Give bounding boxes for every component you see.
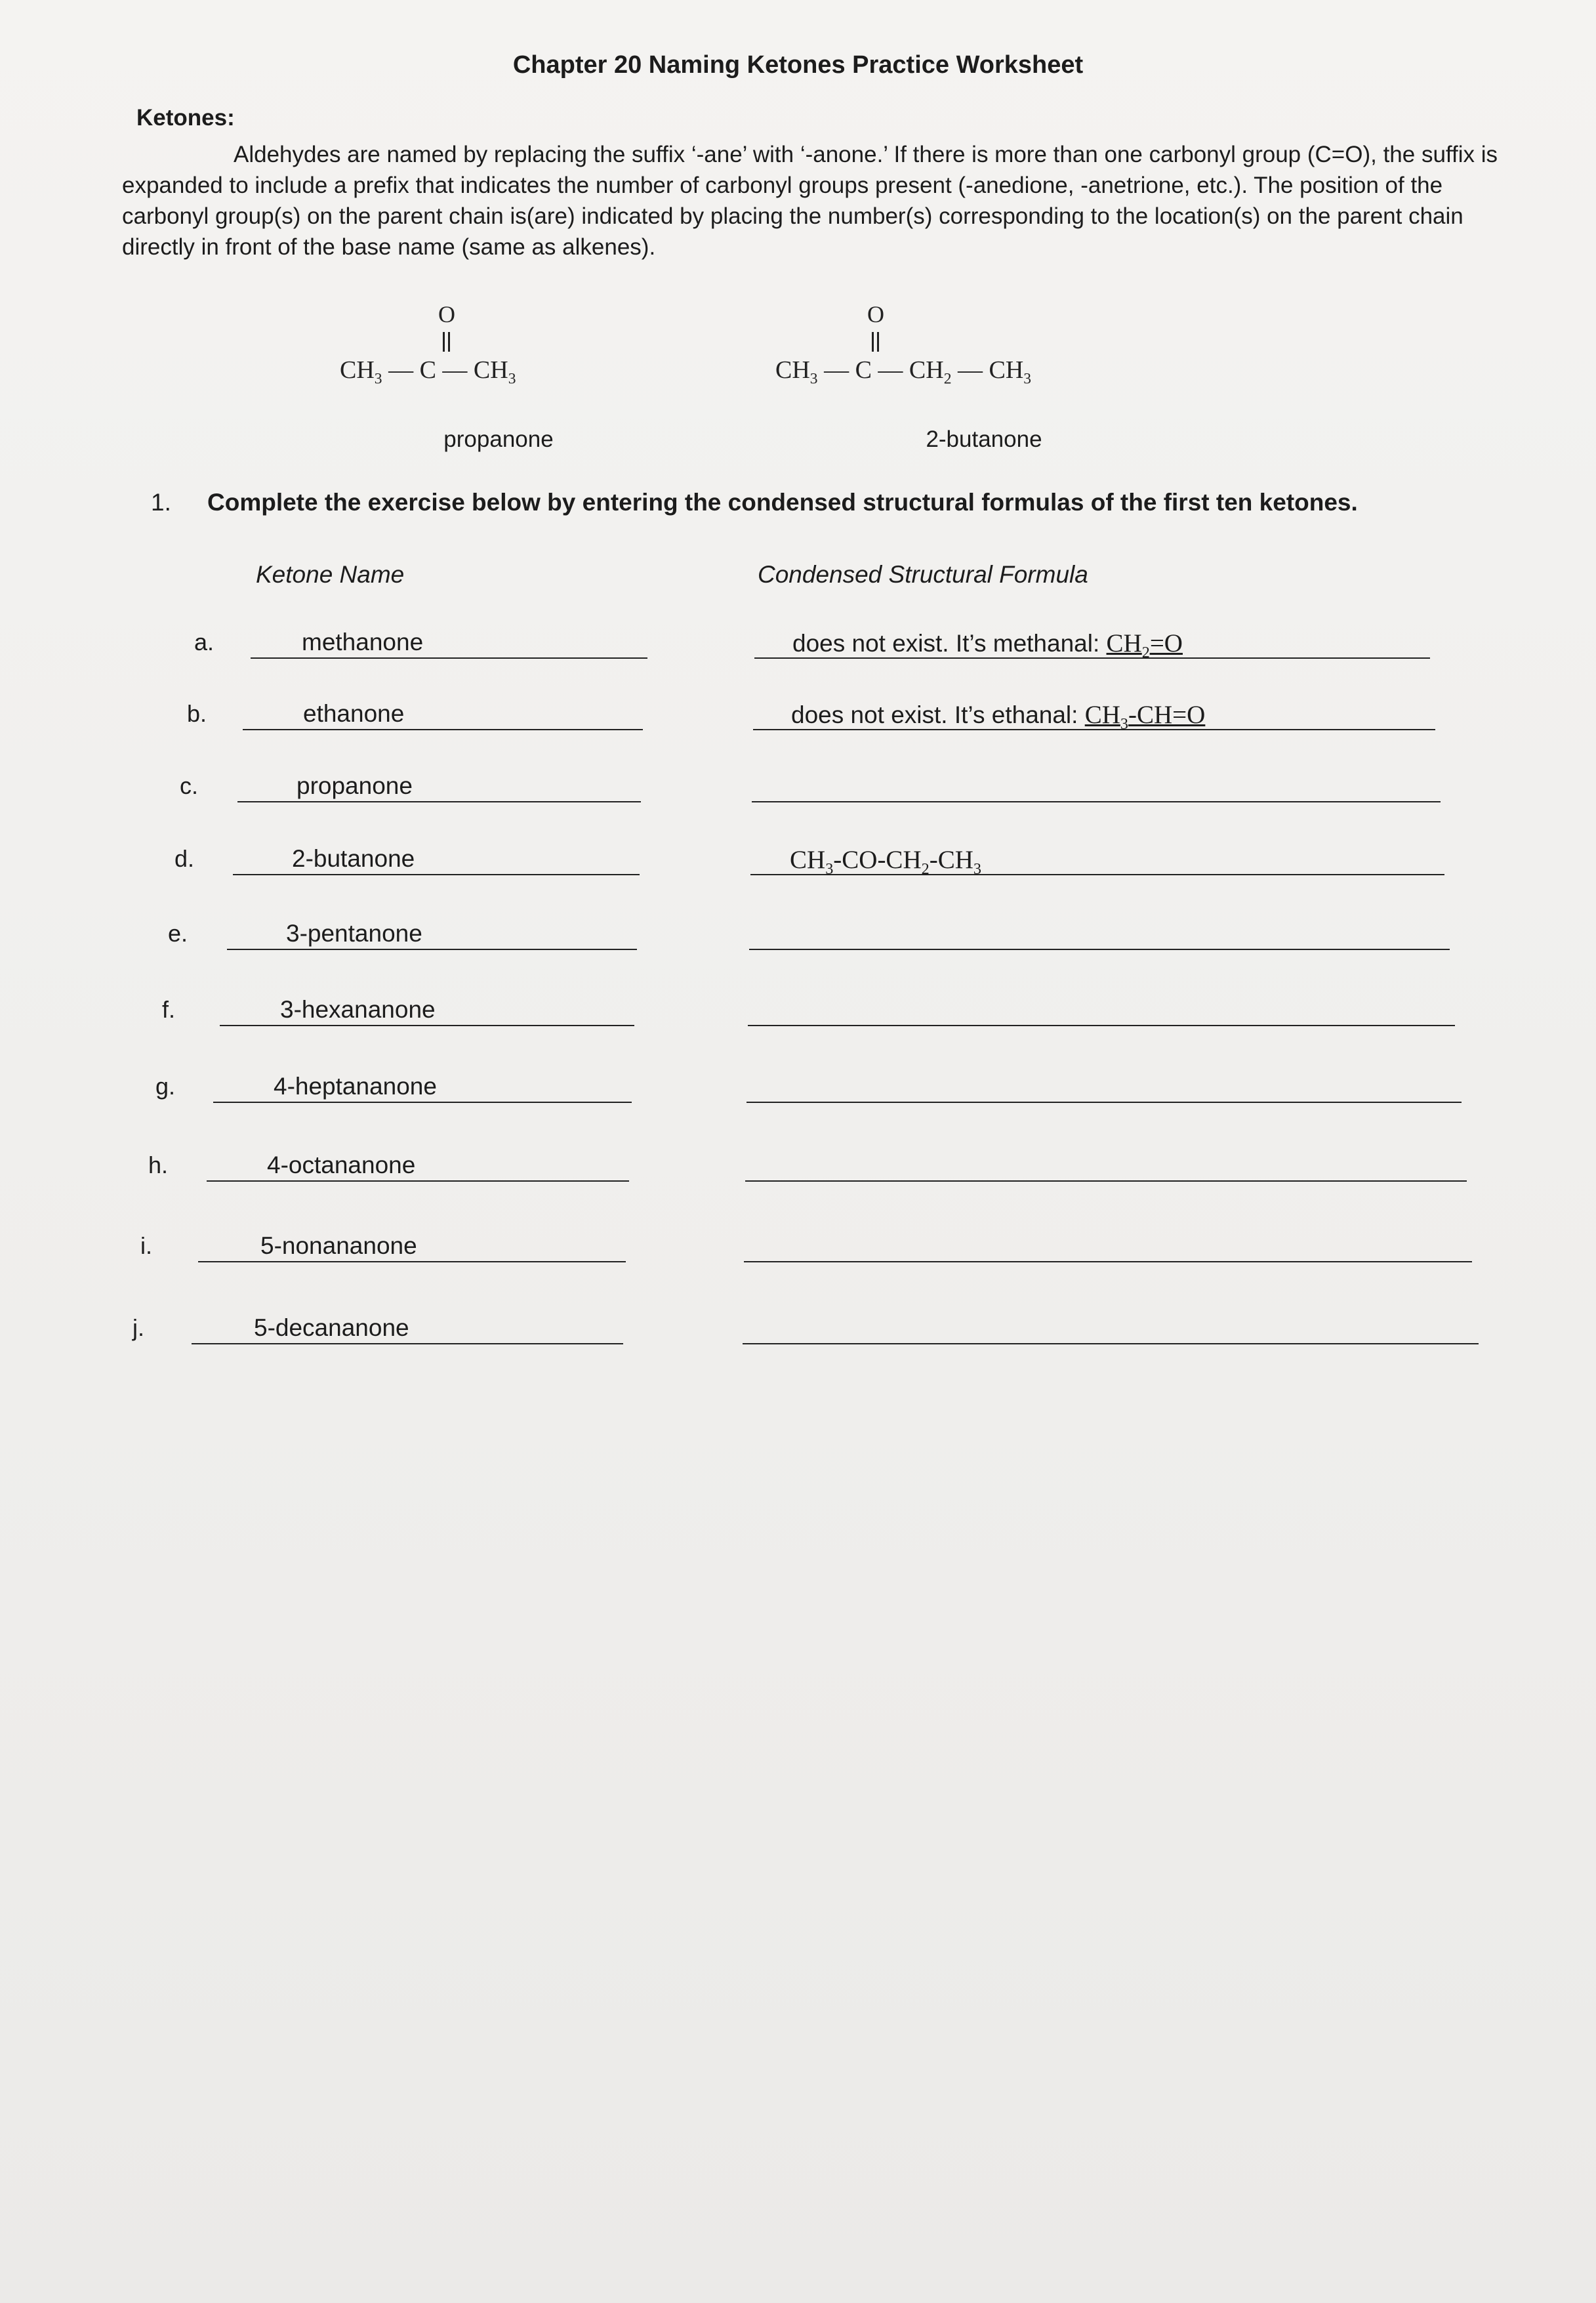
- ketone-name-field[interactable]: 4-octananone: [207, 1152, 629, 1182]
- table-row: [0, 845, 1596, 884]
- ketone-name-field[interactable]: propanone: [237, 772, 641, 802]
- example-caption-propanone: propanone: [443, 426, 554, 452]
- formula-field[interactable]: [747, 1073, 1462, 1103]
- ketone-name-field[interactable]: ethanone: [243, 700, 643, 730]
- table-row: [0, 1314, 1596, 1354]
- ketone-name-field[interactable]: 3-hexananone: [220, 996, 634, 1026]
- table-row: [0, 1232, 1596, 1272]
- table-row: [0, 629, 1596, 668]
- table-row: [0, 996, 1596, 1035]
- intro-paragraph: [122, 139, 1506, 262]
- example-caption-butanone: 2-butanone: [926, 426, 1042, 452]
- structure-chain: $CH_3$ — C — $CH_3$: [340, 356, 516, 388]
- formula-field[interactable]: [745, 1152, 1467, 1182]
- formula-field[interactable]: [743, 1314, 1479, 1344]
- question-1: [151, 489, 1358, 516]
- row-letter: f.: [162, 996, 176, 1023]
- formula-field[interactable]: [749, 920, 1450, 950]
- ketone-name-field[interactable]: 4-heptananone: [213, 1073, 632, 1103]
- question-text: Complete the exercise below by entering the condensed structural formulas of the first ten ketones.: [207, 489, 1358, 516]
- ketone-name-field[interactable]: 2-butanone: [233, 845, 640, 875]
- row-letter: h.: [148, 1152, 169, 1178]
- table-row: [0, 772, 1596, 812]
- carbonyl-oxygen: O: [867, 301, 884, 327]
- row-letter: a.: [194, 629, 215, 655]
- row-letter: d.: [174, 845, 195, 872]
- formula-field[interactable]: [744, 1232, 1472, 1262]
- row-letter: g.: [155, 1073, 176, 1100]
- table-row: [0, 920, 1596, 959]
- butanone-structure: [775, 295, 1116, 394]
- table-row: [0, 1152, 1596, 1191]
- table-row: [0, 700, 1596, 739]
- ketone-name-field[interactable]: 5-decananone: [192, 1314, 623, 1344]
- structure-chain: $CH_3$ — C — $CH_2$ — $CH_3$: [775, 356, 1032, 388]
- ketone-name-field[interactable]: 5-nonananone: [198, 1232, 626, 1262]
- ketone-name-field[interactable]: 3-pentanone: [227, 920, 637, 950]
- row-letter: j.: [133, 1314, 144, 1341]
- column-header-formula: Condensed Structural Formula: [758, 561, 1088, 588]
- carbonyl-oxygen: O: [438, 301, 455, 327]
- table-row: [0, 1073, 1596, 1112]
- formula-field[interactable]: [752, 772, 1441, 802]
- row-letter: c.: [180, 772, 199, 799]
- formula-field[interactable]: does not exist. It’s ethanal: $CH_3-CH=O$: [753, 700, 1435, 730]
- column-header-name: Ketone Name: [256, 561, 405, 588]
- formula-field[interactable]: does not exist. It’s methanal: $CH_2=O$: [754, 629, 1430, 659]
- question-number: 1.: [151, 489, 171, 516]
- formula-field[interactable]: $CH_3-CO-CH_2-CH_3$: [750, 845, 1444, 875]
- row-letter: e.: [168, 920, 188, 947]
- intro-text: Aldehydes are named by replacing the suffix ‘-ane’ with ‘-anone.’ If there is more than one carbonyl group (C=O), the suffix is expanded to include a prefix that indicates the number of carbonyl groups present (-anedione, -anetrione, etc.). The position of the carbonyl group(s) on the parent chain is(are) indicated by placing the number(s) corresponding to the location(s) on the parent chain directly in front of the base name (same as alkenes).: [122, 142, 1498, 260]
- ketone-name-field[interactable]: methanone: [251, 629, 647, 659]
- section-label: Ketones:: [136, 105, 235, 131]
- row-letter: i.: [140, 1232, 152, 1259]
- formula-field[interactable]: [748, 996, 1455, 1026]
- propanone-structure: [340, 295, 602, 394]
- row-letter: b.: [187, 700, 207, 727]
- page-title: Chapter 20 Naming Ketones Practice Worksheet: [512, 51, 1084, 79]
